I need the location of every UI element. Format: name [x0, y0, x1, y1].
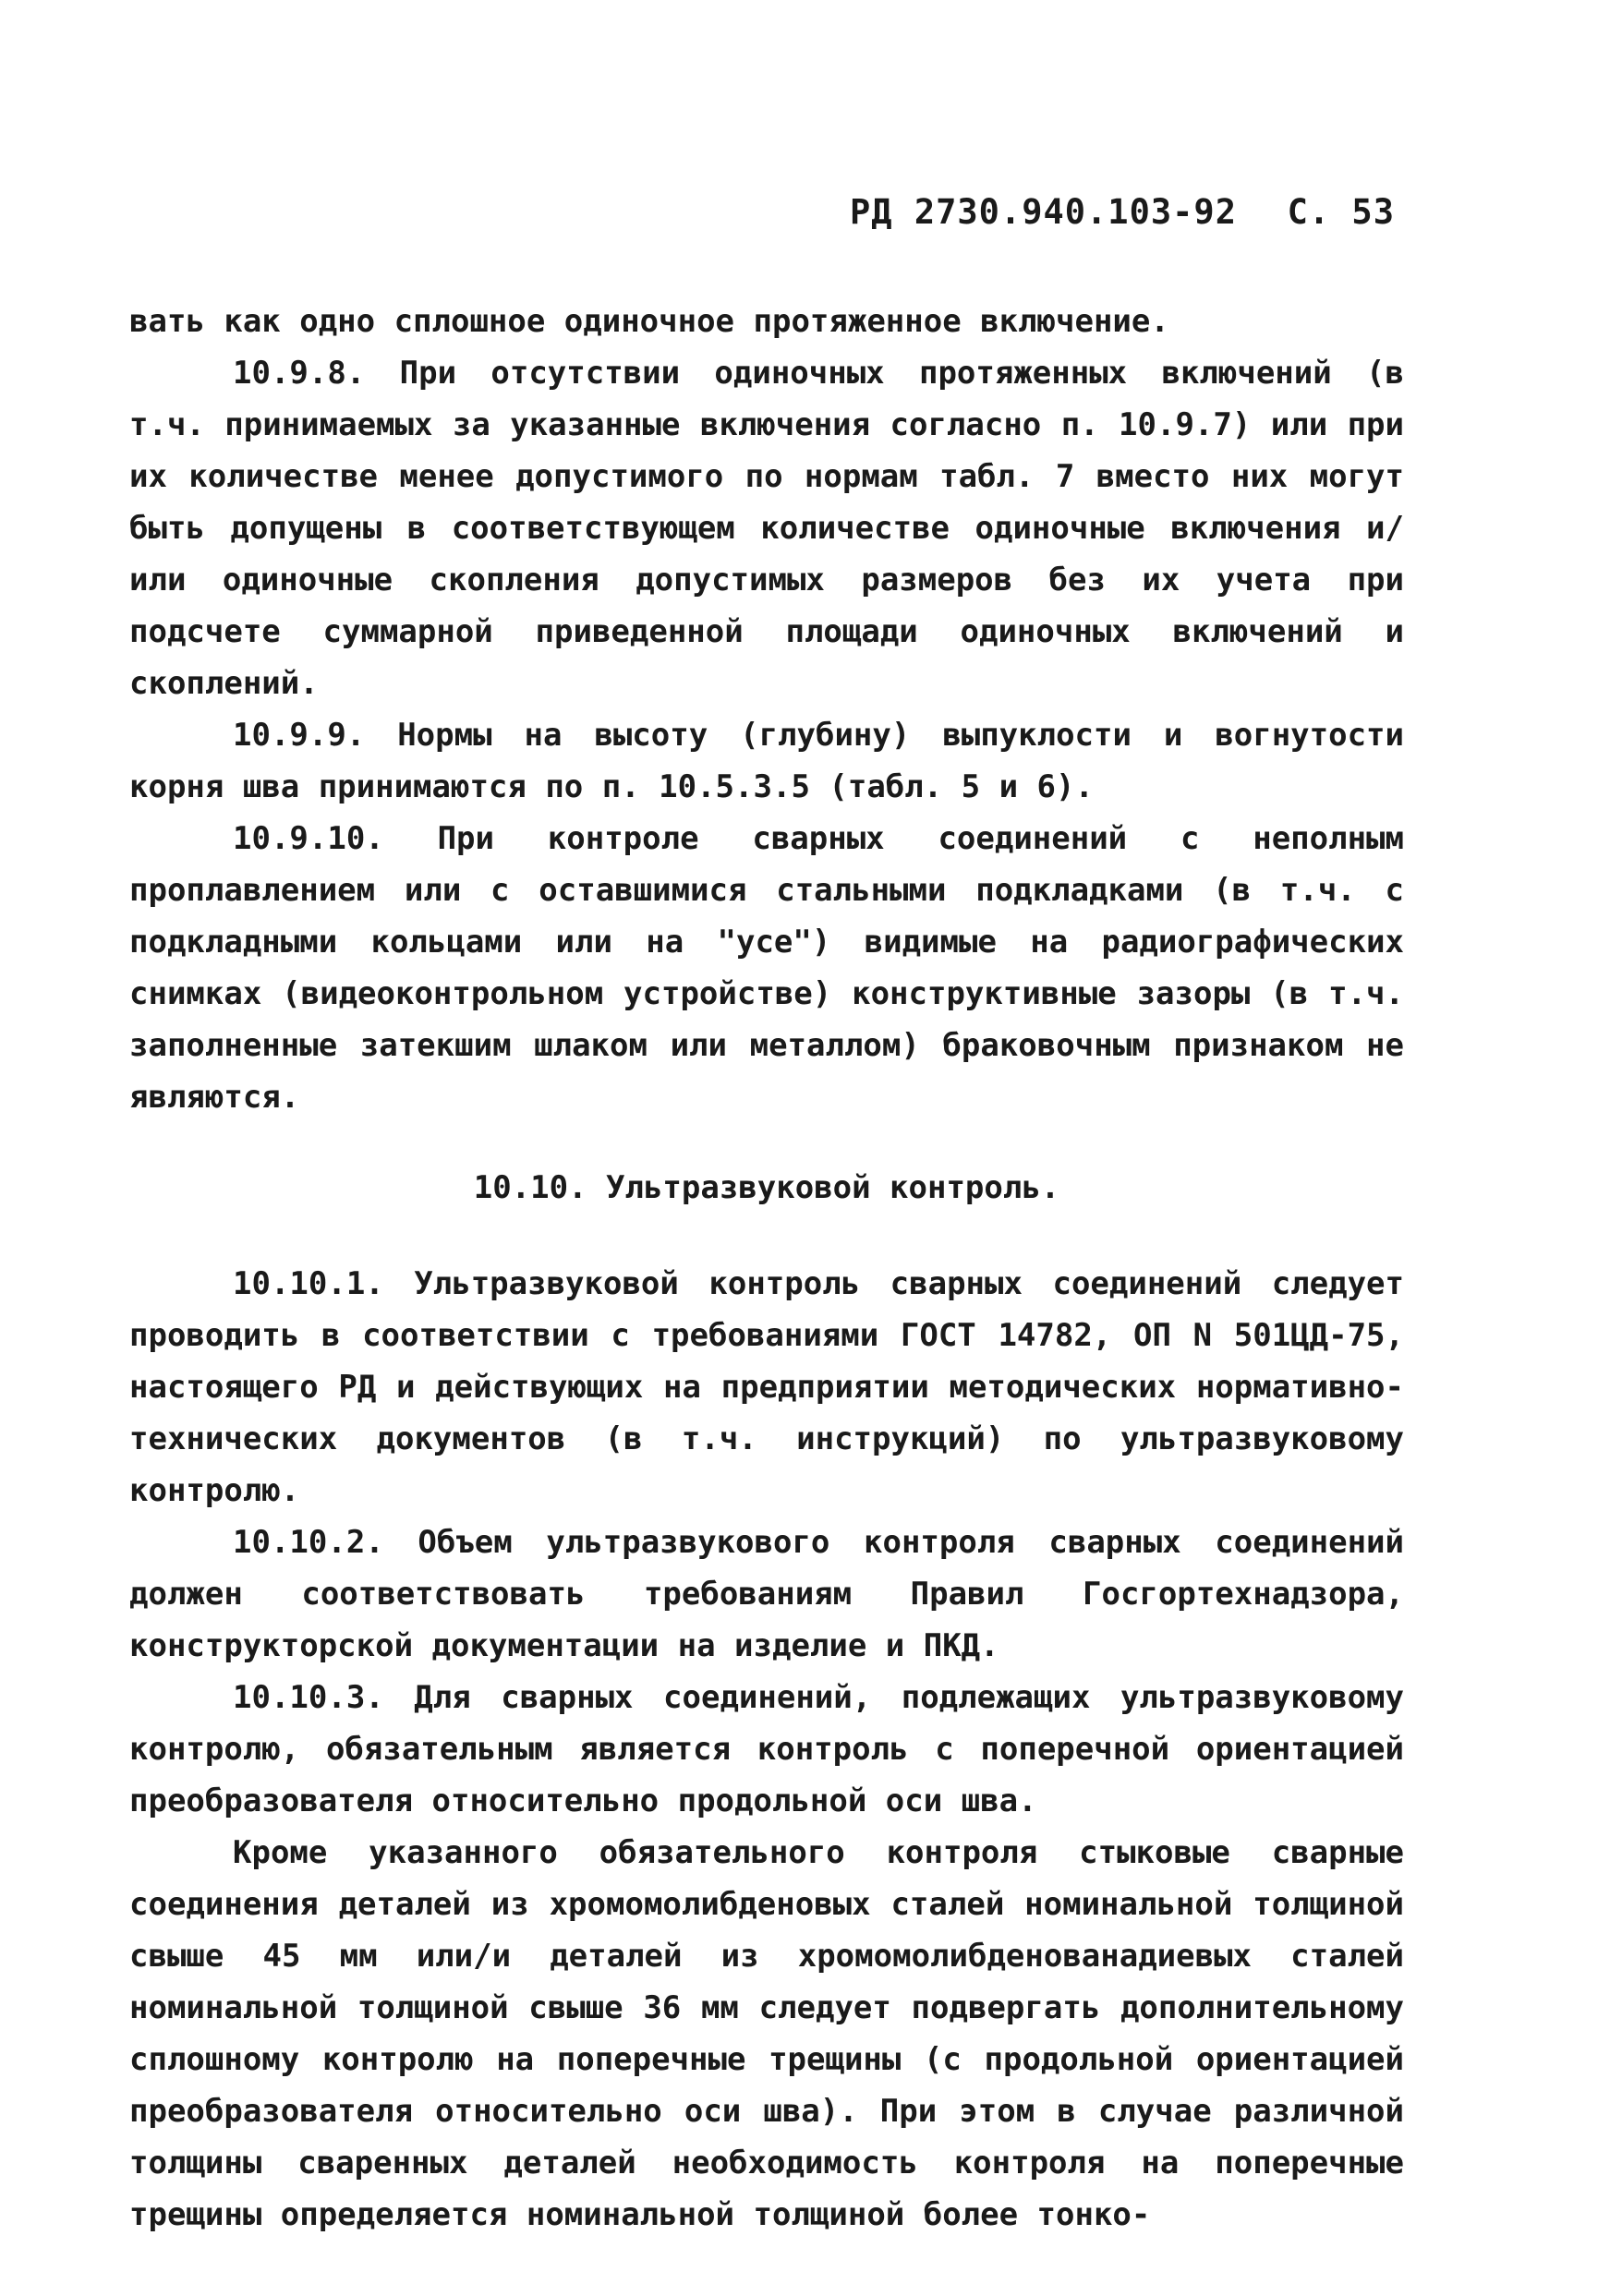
page-header [850, 192, 1395, 232]
paragraph-additional-control: Кроме указанного обязательного контроля стыковые сварные соединения деталей из хромомолибденовых сталей номинальной толщиной свыше 45 мм или/и деталей из хромомолибденованадиевых сталей номинальной толщиной свыше 36 мм следует подвергать дополнительному сплошному контролю на поперечные трещины (с продольной ориентацией преобразователя относительно оси шва). При этом в случае различной толщины сваренных деталей необходимость контроля на поперечные трещины определяется номинальной толщиной более тонко- [129, 1834, 1404, 2233]
document-body [129, 296, 1404, 2241]
paragraph-continuation: вать как одно сплошное одиночное протяженное включение. [129, 303, 1169, 340]
paragraph-10-9-9: 10.9.9. Нормы на высоту (глубину) выпуклости и вогнутости корня шва принимаются по п. 10.5.3.5 (табл. 5 и 6). [129, 717, 1404, 805]
paragraph-10-10-2: 10.10.2. Объем ультразвукового контроля сварных соединений должен соответствовать требованиям Правил Госгортехнадзора, конструкторской документации на изделие и ПКД. [129, 1524, 1404, 1664]
document-code: РД 2730.940.103-92 [850, 192, 1237, 232]
paragraph-10-9-8: 10.9.8. При отсутствии одиночных протяженных включений (в т.ч. принимаемых за указанные включения согласно п. 10.9.7) или при их количестве менее допустимого по нормам табл. 7 вместо них могут быть допущены в соответствующем количестве одиночные включения и/или одиночные скопления допустимых размеров без их учета при подсчете суммарной приведенной площади одиночных включений и скоплений. [129, 355, 1404, 702]
page-number: С. 53 [1287, 192, 1395, 232]
paragraph-10-9-10: 10.9.10. При контроле сварных соединений с неполным проплавлением или с оставшимися стальными подкладками (в т.ч. с подкладными кольцами или на "усе") видимые на радиографических снимках (видеоконтрольном устройстве) конструктивные зазоры (в т.ч. заполненные затекшим шлаком или металлом) браковочным признаком не являются. [129, 820, 1404, 1116]
paragraph-10-10-1: 10.10.1. Ультразвуковой контроль сварных соединений следует проводить в соответствии с требованиями ГОСТ 14782, ОП N 501ЦД-75, настоящего РД и действующих на предприятии методических нормативно-технических документов (в т.ч. инструкций) по ультразвуковому контролю. [129, 1265, 1404, 1509]
paragraph-10-10-3: 10.10.3. Для сварных соединений, подлежащих ультразвуковому контролю, обязательным является контроль с поперечной ориентацией преобразователя относительно продольной оси шва. [129, 1679, 1404, 1819]
section-title: 10.10. Ультразвуковой контроль. [473, 1169, 1060, 1206]
